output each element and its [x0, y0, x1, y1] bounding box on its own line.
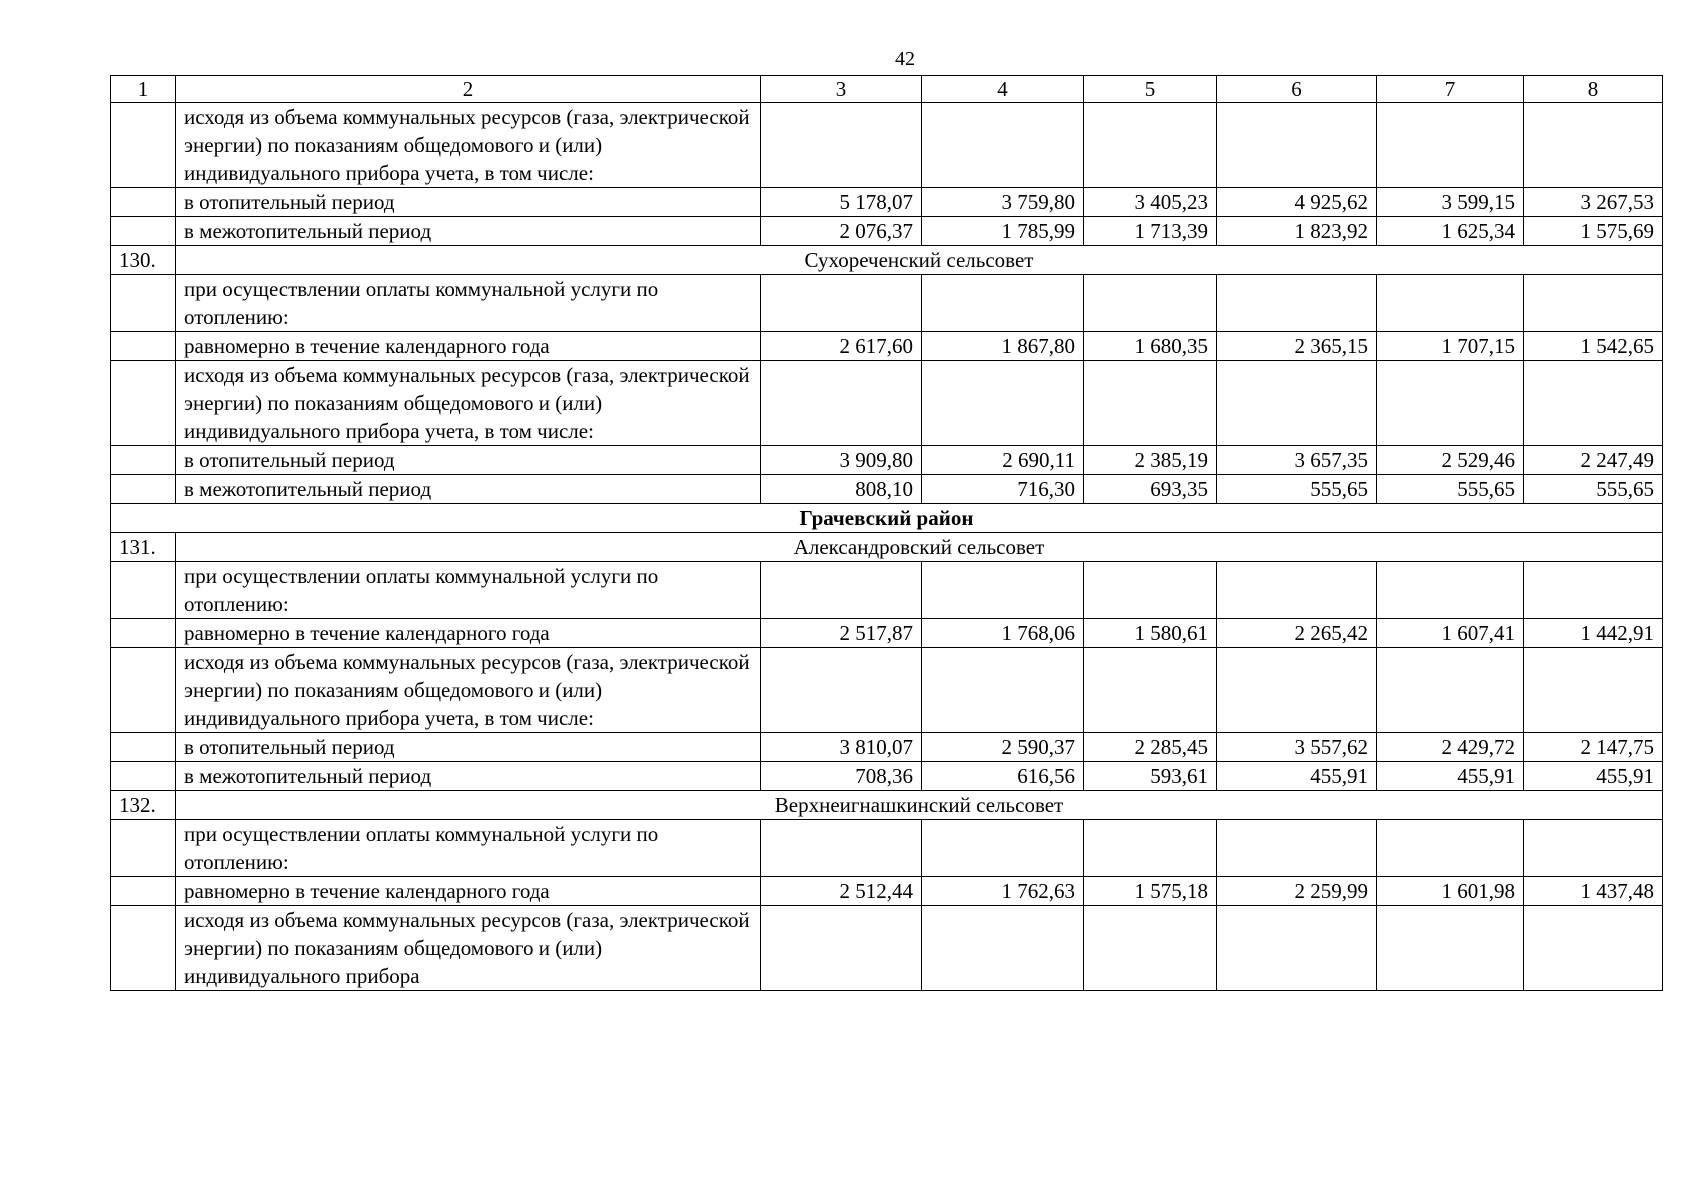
row-label: в отопительный период — [176, 733, 761, 762]
table-cell: 5 178,07 — [761, 188, 922, 217]
table-cell — [1084, 361, 1217, 446]
table-cell: 3 599,15 — [1377, 188, 1524, 217]
row-index — [111, 648, 176, 733]
column-number: 4 — [922, 76, 1084, 103]
table-cell — [1217, 275, 1377, 332]
row-index — [111, 906, 176, 991]
table-cell — [1377, 275, 1524, 332]
table-cell: 716,30 — [922, 475, 1084, 504]
table-cell: 3 267,53 — [1524, 188, 1663, 217]
table-cell — [922, 361, 1084, 446]
table-cell — [922, 562, 1084, 619]
row-label: равномерно в течение календарного года — [176, 332, 761, 361]
table-row — [111, 275, 1663, 332]
table-cell — [1217, 361, 1377, 446]
table-cell — [922, 648, 1084, 733]
column-number-row — [111, 76, 1663, 103]
row-index — [111, 446, 176, 475]
row-label: в отопительный период — [176, 188, 761, 217]
table-cell: 3 810,07 — [761, 733, 922, 762]
row-index: 132. — [111, 791, 176, 820]
table-cell: 1 762,63 — [922, 877, 1084, 906]
table-cell: 2 590,37 — [922, 733, 1084, 762]
table-cell — [1524, 103, 1663, 188]
table-cell: 3 759,80 — [922, 188, 1084, 217]
table-row — [111, 332, 1663, 361]
table-cell — [1524, 906, 1663, 991]
table-cell: 2 265,42 — [1217, 619, 1377, 648]
table-cell: 2 385,19 — [1084, 446, 1217, 475]
table-cell — [761, 820, 922, 877]
section-title: Александровский сельсовет — [176, 533, 1663, 562]
table-cell: 2 247,49 — [1524, 446, 1663, 475]
table-cell: 555,65 — [1217, 475, 1377, 504]
table-cell: 2 529,46 — [1377, 446, 1524, 475]
table-row — [111, 733, 1663, 762]
table-row — [111, 648, 1663, 733]
table-cell — [1524, 648, 1663, 733]
table-cell — [761, 361, 922, 446]
table-cell: 1 580,61 — [1084, 619, 1217, 648]
table-cell: 3 909,80 — [761, 446, 922, 475]
row-index — [111, 103, 176, 188]
column-number: 5 — [1084, 76, 1217, 103]
table-cell: 1 867,80 — [922, 332, 1084, 361]
column-number: 8 — [1524, 76, 1663, 103]
row-label: равномерно в течение календарного года — [176, 877, 761, 906]
column-number: 2 — [176, 76, 761, 103]
table-cell — [1524, 361, 1663, 446]
table-cell: 1 680,35 — [1084, 332, 1217, 361]
table-cell: 2 429,72 — [1377, 733, 1524, 762]
table-cell: 455,91 — [1217, 762, 1377, 791]
row-label: при осуществлении оплаты коммунальной услуги по отоплению: — [176, 562, 761, 619]
table-cell — [1217, 562, 1377, 619]
table-cell — [1377, 648, 1524, 733]
row-index — [111, 562, 176, 619]
table-cell — [1377, 361, 1524, 446]
table-row — [111, 188, 1663, 217]
table-cell: 1 625,34 — [1377, 217, 1524, 246]
table-cell — [761, 648, 922, 733]
section-header-row — [111, 533, 1663, 562]
table-cell: 1 542,65 — [1524, 332, 1663, 361]
row-label: в межотопительный период — [176, 217, 761, 246]
row-index — [111, 762, 176, 791]
table-cell — [922, 906, 1084, 991]
row-index — [111, 475, 176, 504]
table-cell: 1 785,99 — [922, 217, 1084, 246]
table-cell: 1 442,91 — [1524, 619, 1663, 648]
row-label: исходя из объема коммунальных ресурсов (газа, электрической энергии) по показаниям общедомового и (или) индивидуального прибора учета, в том числе: — [176, 648, 761, 733]
row-label: исходя из объема коммунальных ресурсов (газа, электрической энергии) по показаниям общедомового и (или) индивидуального прибора — [176, 906, 761, 991]
table-row — [111, 877, 1663, 906]
table-cell: 1 601,98 — [1377, 877, 1524, 906]
table-cell: 1 768,06 — [922, 619, 1084, 648]
table-cell: 1 707,15 — [1377, 332, 1524, 361]
table-cell — [1524, 562, 1663, 619]
row-index — [111, 332, 176, 361]
table-cell — [1084, 275, 1217, 332]
table-cell: 1 437,48 — [1524, 877, 1663, 906]
table-cell — [1217, 648, 1377, 733]
table-cell: 1 713,39 — [1084, 217, 1217, 246]
row-label: исходя из объема коммунальных ресурсов (газа, электрической энергии) по показаниям общедомового и (или) индивидуального прибора учета, в том числе: — [176, 103, 761, 188]
row-index — [111, 820, 176, 877]
row-label: равномерно в течение календарного года — [176, 619, 761, 648]
table-cell: 555,65 — [1524, 475, 1663, 504]
table-cell: 2 076,37 — [761, 217, 922, 246]
table-cell — [922, 820, 1084, 877]
table-cell: 593,61 — [1084, 762, 1217, 791]
table-cell — [1217, 103, 1377, 188]
table-row — [111, 562, 1663, 619]
row-index: 131. — [111, 533, 176, 562]
row-label: в межотопительный период — [176, 762, 761, 791]
table-cell: 693,35 — [1084, 475, 1217, 504]
row-index — [111, 877, 176, 906]
row-index: 130. — [111, 246, 176, 275]
row-index — [111, 361, 176, 446]
table-row — [111, 820, 1663, 877]
column-number: 6 — [1217, 76, 1377, 103]
table-cell: 708,36 — [761, 762, 922, 791]
table-row — [111, 619, 1663, 648]
table-cell: 555,65 — [1377, 475, 1524, 504]
table-cell: 2 517,87 — [761, 619, 922, 648]
row-index — [111, 188, 176, 217]
table-cell: 2 285,45 — [1084, 733, 1217, 762]
row-index — [111, 619, 176, 648]
table-cell: 2 690,11 — [922, 446, 1084, 475]
page-number: 42 — [895, 48, 915, 70]
table-row — [111, 361, 1663, 446]
table-cell — [1524, 820, 1663, 877]
table-row — [111, 762, 1663, 791]
column-number: 3 — [761, 76, 922, 103]
table-cell: 1 575,18 — [1084, 877, 1217, 906]
table-cell — [1377, 562, 1524, 619]
table-cell — [1377, 906, 1524, 991]
section-header-row — [111, 791, 1663, 820]
table-row — [111, 475, 1663, 504]
row-index — [111, 275, 176, 332]
table-row — [111, 217, 1663, 246]
row-label: в межотопительный период — [176, 475, 761, 504]
row-label: при осуществлении оплаты коммунальной услуги по отоплению: — [176, 275, 761, 332]
table-row — [111, 906, 1663, 991]
table-cell — [1084, 562, 1217, 619]
section-title: Верхнеигнашкинский сельсовет — [176, 791, 1663, 820]
table-cell — [761, 906, 922, 991]
table-cell: 616,56 — [922, 762, 1084, 791]
section-title: Сухореченский сельсовет — [176, 246, 1663, 275]
table-cell: 455,91 — [1377, 762, 1524, 791]
district-header-row — [111, 504, 1663, 533]
column-number: 7 — [1377, 76, 1524, 103]
table-cell — [1217, 820, 1377, 877]
table-cell: 1 575,69 — [1524, 217, 1663, 246]
table-cell: 3 557,62 — [1217, 733, 1377, 762]
table-cell: 2 617,60 — [761, 332, 922, 361]
row-label: в отопительный период — [176, 446, 761, 475]
table-cell — [1084, 103, 1217, 188]
table-cell — [1377, 820, 1524, 877]
table-cell: 455,91 — [1524, 762, 1663, 791]
table-cell — [922, 275, 1084, 332]
table-cell — [1377, 103, 1524, 188]
table-cell: 3 405,23 — [1084, 188, 1217, 217]
table-cell: 2 365,15 — [1217, 332, 1377, 361]
section-header-row — [111, 246, 1663, 275]
row-label: при осуществлении оплаты коммунальной услуги по отоплению: — [176, 820, 761, 877]
table-cell: 3 657,35 — [1217, 446, 1377, 475]
row-label: исходя из объема коммунальных ресурсов (газа, электрической энергии) по показаниям общедомового и (или) индивидуального прибора учета, в том числе: — [176, 361, 761, 446]
table-cell: 4 925,62 — [1217, 188, 1377, 217]
table-cell: 1 607,41 — [1377, 619, 1524, 648]
table-cell: 2 512,44 — [761, 877, 922, 906]
column-number: 1 — [111, 76, 176, 103]
table-cell — [922, 103, 1084, 188]
table-cell — [1084, 906, 1217, 991]
table-row — [111, 446, 1663, 475]
table-cell — [1217, 906, 1377, 991]
district-title: Грачевский район — [111, 504, 1663, 533]
table-cell — [761, 103, 922, 188]
table-cell: 2 147,75 — [1524, 733, 1663, 762]
table-row — [111, 103, 1663, 188]
table-cell — [1084, 820, 1217, 877]
table-cell — [1084, 648, 1217, 733]
table-cell — [1524, 275, 1663, 332]
row-index — [111, 217, 176, 246]
row-index — [111, 733, 176, 762]
table-cell: 1 823,92 — [1217, 217, 1377, 246]
table-cell — [761, 275, 922, 332]
table-cell — [761, 562, 922, 619]
table-cell: 2 259,99 — [1217, 877, 1377, 906]
tariff-table — [110, 75, 1663, 991]
table-cell: 808,10 — [761, 475, 922, 504]
